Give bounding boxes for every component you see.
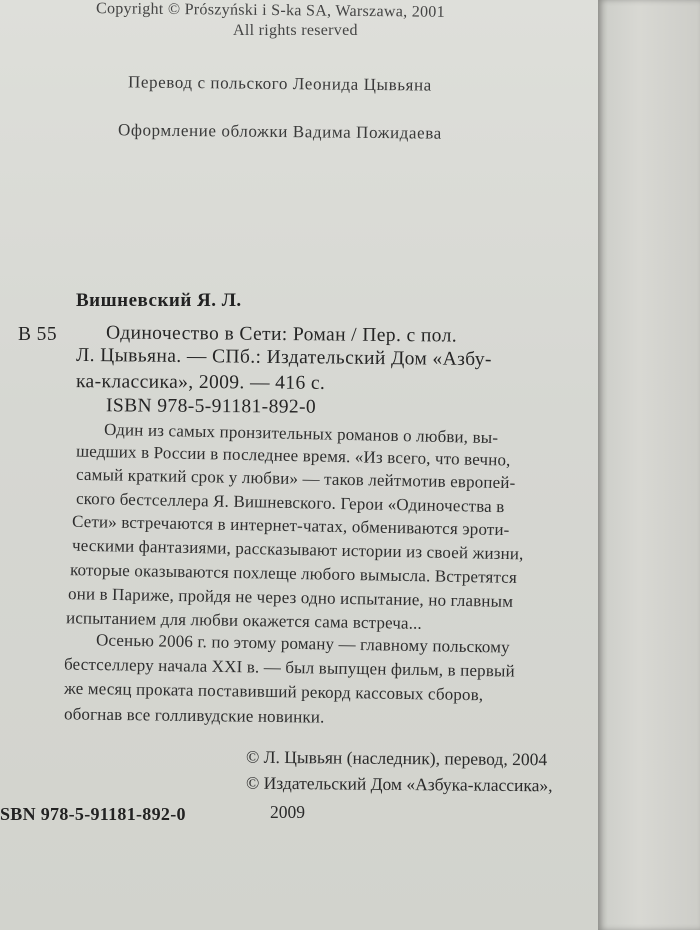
isbn-line: ISBN 978-5-91181-892-0 [105, 395, 317, 418]
annotation-line-8: они в Париже, пройдя не через одно испытание, но главным [67, 584, 514, 611]
publisher-copyright-year: 2009 [270, 802, 305, 822]
annotation-line-2: шедших в России в последнее время. «Из всего, что вечно, [75, 441, 511, 470]
bib-line-3: ка-классика», 2009. — 416 с. [75, 371, 326, 394]
annotation-line-9: испытанием для любви окажется сама встреча... [65, 608, 423, 633]
library-index: В 55 [18, 324, 57, 345]
annotation-line-3: самый краткий срок у любви» — таков лейтмотив европей- [75, 464, 516, 493]
bib-line-1: Одиночество в Сети: Роман / Пер. с пол. [105, 322, 458, 347]
translation-copyright: © Л. Цывьян (наследник), перевод, 2004 [245, 746, 548, 770]
rights-line: All rights reserved [233, 22, 358, 39]
bib-line-2: Л. Цывьяна. — СПб.: Издательский Дом «Азбу- [75, 344, 492, 371]
annotation2-line-4: обогнав все голливудские новинки. [63, 704, 325, 727]
annotation-line-4: ского бестселлера Я. Вишневского. Герои «Одиночества в [75, 488, 505, 517]
annotation-line-1: Один из самых пронзительных романов о любви, вы- [103, 419, 499, 448]
publisher-copyright: © Издательский Дом «Азбука-классика», [245, 772, 553, 796]
annotation2-line-1: Осенью 2006 г. по этому роману — главному польскому [95, 630, 510, 657]
annotation2-line-3: же месяц проката поставивший рекорд кассовых сборов, [63, 678, 484, 705]
author-name: Вишневский Я. Л. [76, 290, 242, 311]
annotation-line-5: Сети» встречаются в интернет-чатах, обмениваются эроти- [71, 511, 510, 540]
isbn-bottom: SBN 978-5-91181-892-0 [0, 804, 186, 824]
annotation2-line-2: бестселлеру начала XXI в. — был выпущен фильм, в первый [63, 654, 515, 681]
translation-credit: Перевод с польского Леонида Цывьяна [127, 72, 432, 95]
copyright-line: Copyright © Prószyński i S-ka SA, Warszawa, 2001 [95, 0, 446, 21]
cover-credit: Оформление обложки Вадима Пожидаева [117, 120, 442, 143]
annotation-line-7: которые оказываются похлеще любого вымысла. Встретятся [69, 560, 518, 587]
next-page-edge [598, 0, 700, 930]
annotation-line-6: ческими фантазиями, рассказывают истории из своей жизни, [71, 535, 524, 564]
